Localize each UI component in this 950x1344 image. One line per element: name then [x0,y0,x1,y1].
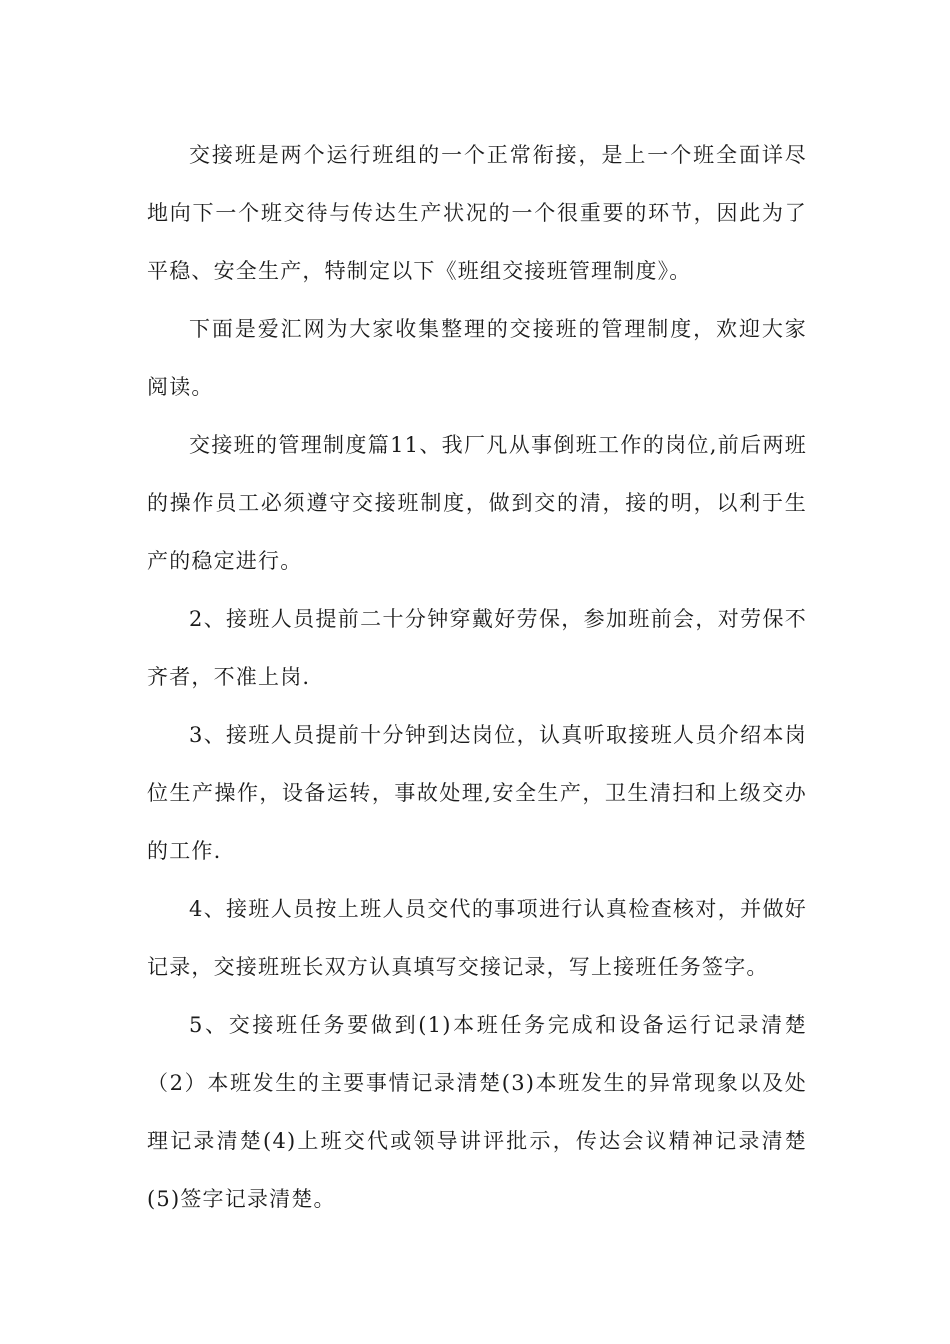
paragraph-source: 下面是爱汇网为大家收集整理的交接班的管理制度，欢迎大家阅读。 [147,317,807,399]
paragraph-rule-1: 交接班的管理制度篇11、我厂凡从事倒班工作的岗位,前后两班的操作员工必须遵守交接班制度，做到交的清，接的明，以利于生产的稳定进行。 [147,433,807,573]
paragraph-rule-4: 4、接班人员按上班人员交代的事项进行认真检查核对，并做好记录，交接班班长双方认真填写交接记录，写上接班任务签字。 [147,897,807,979]
paragraph-rule-5: 5、交接班任务要做到(1)本班任务完成和设备运行记录清楚（2）本班发生的主要事情记录清楚(3)本班发生的异常现象以及处理记录清楚(4)上班交代或领导讲评批示，传达会议精神记录清楚(5)签字记录清楚。 [147,1013,807,1211]
paragraph-rule-3: 3、接班人员提前十分钟到达岗位，认真听取接班人员介绍本岗位生产操作，设备运转，事故处理,安全生产，卫生清扫和上级交办的工作. [147,723,807,863]
document-body [147,126,807,1228]
paragraph-rule-2: 2、接班人员提前二十分钟穿戴好劳保，参加班前会，对劳保不齐者，不准上岗. [147,607,807,689]
paragraph-intro: 交接班是两个运行班组的一个正常衔接，是上一个班全面详尽地向下一个班交待与传达生产状况的一个很重要的环节，因此为了平稳、安全生产，特制定以下《班组交接班管理制度》。 [147,143,807,283]
